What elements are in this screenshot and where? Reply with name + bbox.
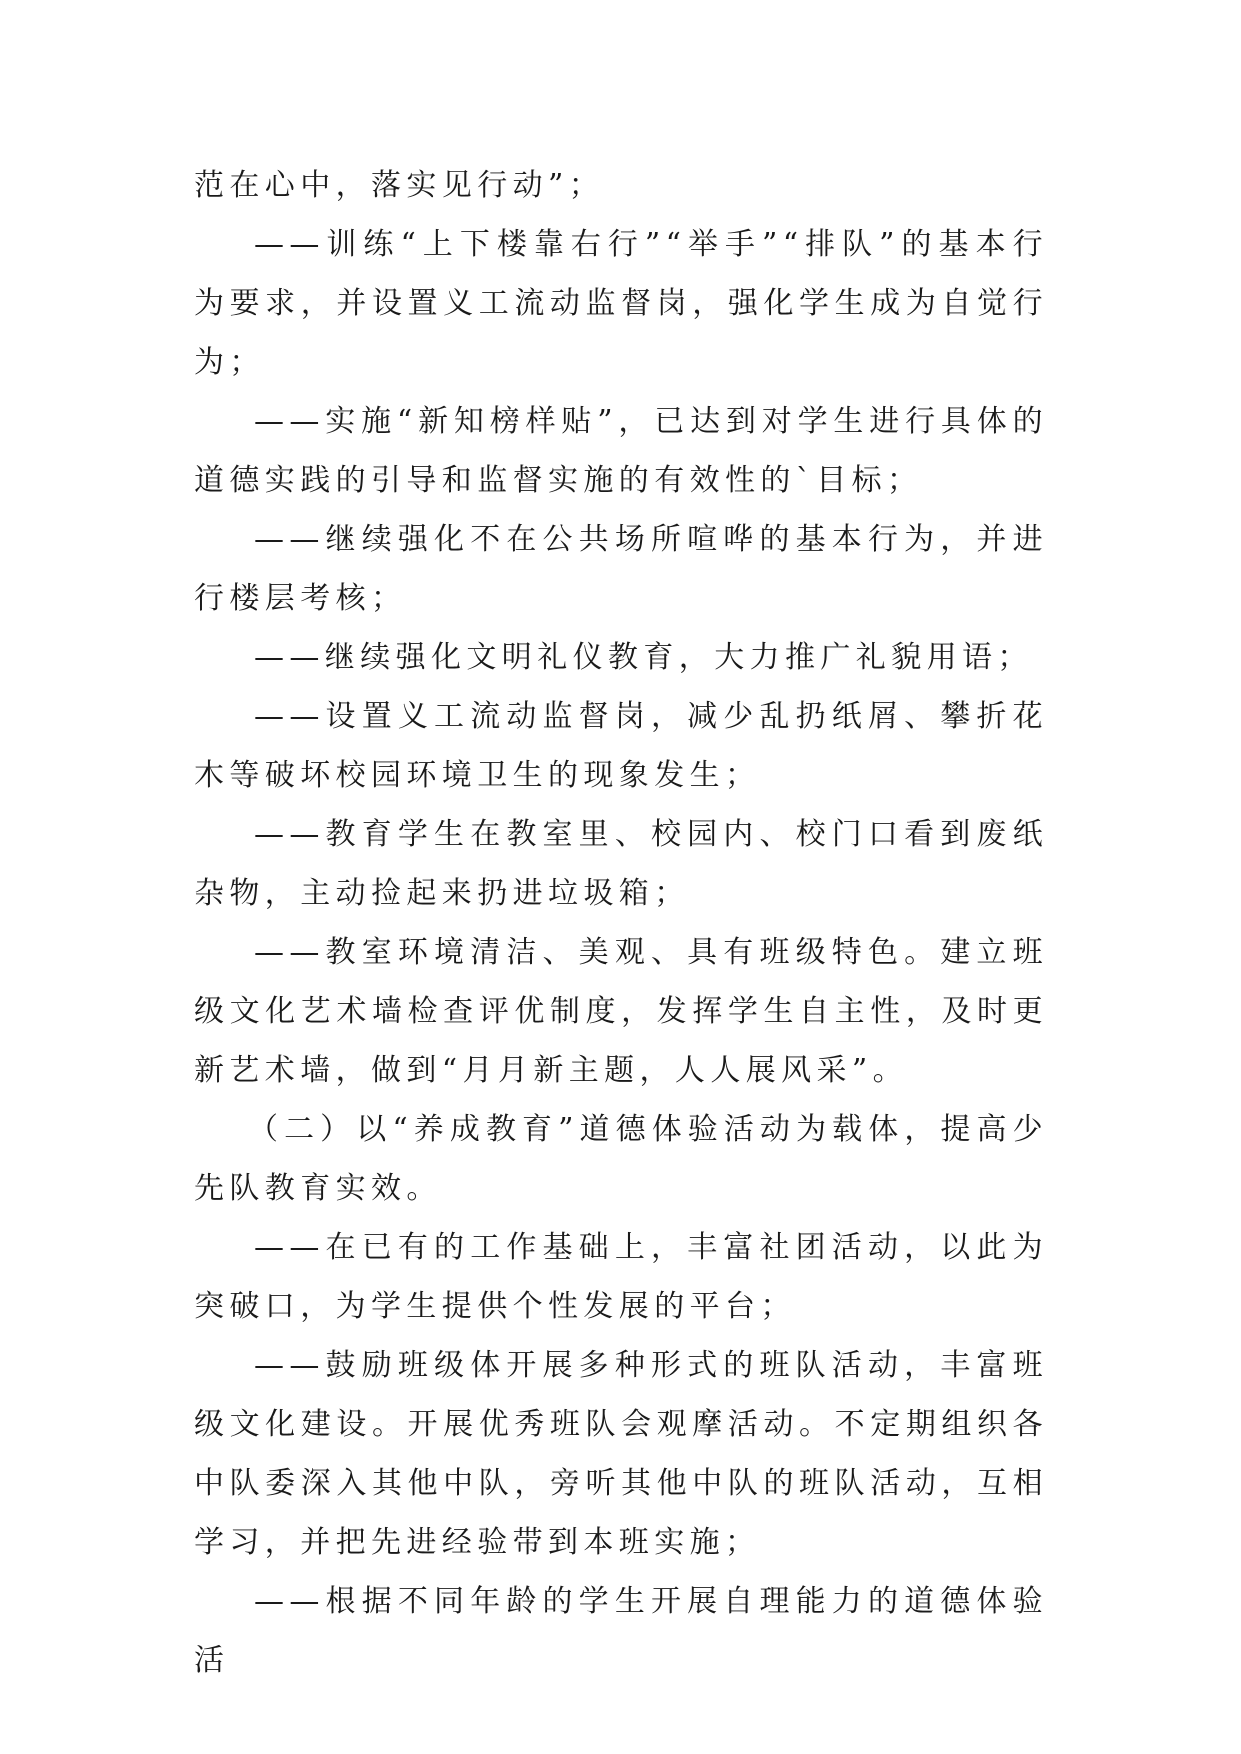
paragraph-classroom-environment: ——教室环境清洁、美观、具有班级特色。建立班级文化艺术墙检查评优制度，发挥学生自主性，及时更新艺术墙，做到“月月新主题，人人展风采”。 [194,935,1048,1088]
paragraph-litter-pickup: ——教育学生在教室里、校园内、校门口看到废纸杂物，主动捡起来扔进垃圾箱； [194,817,1048,911]
paragraph-role-model-stickers: ——实施“新知榜样贴”，已达到对学生进行具体的道德实践的引导和监督实施的有效性的`目标； [194,404,1048,498]
paragraph-club-activities: ——在已有的工作基础上，丰富社团活动，以此为突破口，为学生提供个性发展的平台； [194,1230,1048,1324]
paragraph-self-care: ——根据不同年龄的学生开展自理能力的道德体验活 [194,1584,1048,1678]
paragraph-volunteer-patrol: ——设置义工流动监督岗，减少乱扔纸屑、攀折花木等破坏校园环境卫生的现象发生； [194,699,1048,793]
paragraph-no-noise: ——继续强化不在公共场所喧哗的基本行为，并进行楼层考核； [194,522,1048,616]
paragraph-continuation: 范在心中，落实见行动”； [194,168,605,203]
paragraph-stair-rules: ——训练“上下楼靠右行”“举手”“排队”的基本行为要求，并设置义工流动监督岗，强化学生成为自觉行为； [194,227,1048,380]
document-body [194,156,1048,1690]
paragraph-class-activities: ——鼓励班级体开展多种形式的班队活动，丰富班级文化建设。开展优秀班队会观摩活动。不定期组织各中队委深入其他中队，旁听其他中队的班队活动，互相学习，并把先进经验带到本班实施； [194,1348,1048,1560]
section-heading-habit-education: （二）以“养成教育”道德体验活动为载体，提高少先队教育实效。 [194,1112,1048,1206]
paragraph-etiquette: ——继续强化文明礼仪教育，大力推广礼貌用语； [254,640,1033,675]
